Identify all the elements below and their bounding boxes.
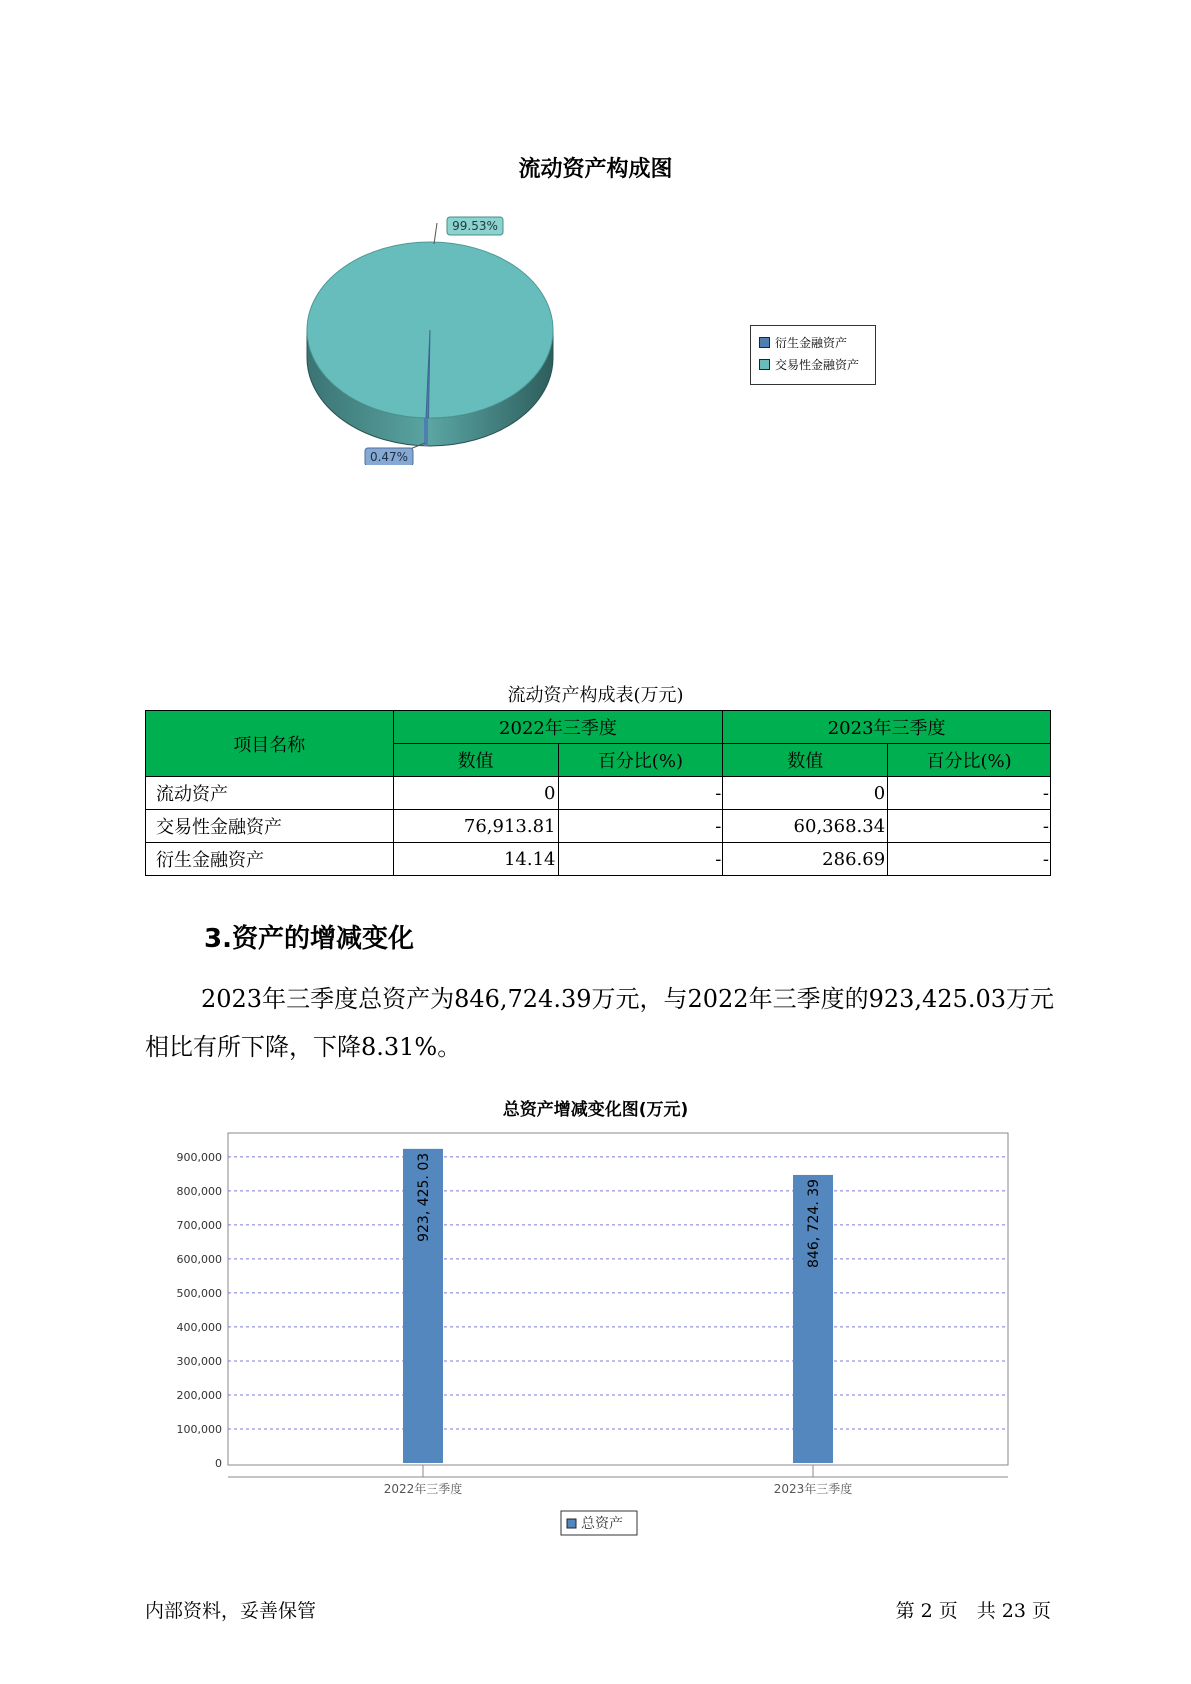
row-percent-2022: - xyxy=(558,810,723,843)
pie-chart-title: 流动资产构成图 xyxy=(518,157,673,182)
row-percent-2022: - xyxy=(558,843,723,876)
header-period-2022: 2022年三季度 xyxy=(393,711,723,744)
y-tick-label: 700,000 xyxy=(176,1218,222,1232)
current-assets-table xyxy=(145,710,1051,876)
legend-label: 交易性金融资产 xyxy=(775,357,860,372)
bar-legend-label: 总资产 xyxy=(581,1516,623,1532)
y-tick-label: 900,000 xyxy=(176,1150,222,1164)
row-value-2023: 286.69 xyxy=(723,843,888,876)
table-caption: 流动资产构成表(万元) xyxy=(507,685,684,706)
section-paragraph: 2023年三季度总资产为846,724.39万元，与2022年三季度的923,425.03万元相比有所下降，下降8.31%。 xyxy=(145,985,1054,1061)
plot-area xyxy=(228,1133,1008,1465)
pie-label-large: 99.53% xyxy=(452,219,498,233)
y-tick-label: 200,000 xyxy=(176,1388,222,1402)
pie-label-leader-large xyxy=(434,223,437,244)
section-heading: 3.资产的增减变化 xyxy=(204,924,414,954)
x-tick-label: 2023年三季度 xyxy=(773,1482,853,1496)
y-tick-label: 400,000 xyxy=(176,1320,222,1334)
y-tick-label: 100,000 xyxy=(176,1422,222,1436)
pie-legend-item xyxy=(751,332,875,352)
pie-legend xyxy=(750,325,876,385)
x-axis-ticks xyxy=(384,1465,853,1496)
table-row xyxy=(146,843,1051,876)
pie-label-small: 0.47% xyxy=(369,450,409,464)
bar-chart xyxy=(150,1125,1020,1545)
row-percent-2023: - xyxy=(888,810,1051,843)
footer-confidential-note: 内部资料，妥善保管 xyxy=(145,1600,317,1622)
legend-swatch-derivative xyxy=(759,337,770,348)
row-name: 交易性金融资产 xyxy=(146,810,394,843)
row-percent-2023: - xyxy=(888,777,1051,810)
row-name: 衍生金融资产 xyxy=(146,843,394,876)
x-tick-label: 2022年三季度 xyxy=(383,1482,463,1496)
row-value-2022: 0 xyxy=(393,777,558,810)
bar-legend xyxy=(561,1511,637,1535)
row-name: 流动资产 xyxy=(146,777,394,810)
bar-legend-swatch xyxy=(567,1519,576,1528)
row-percent-2022: - xyxy=(558,777,723,810)
header-value: 数值 xyxy=(723,744,888,777)
y-tick-label: 800,000 xyxy=(176,1184,222,1198)
legend-label: 衍生金融资产 xyxy=(775,335,848,350)
y-tick-label: 0 xyxy=(215,1457,222,1470)
row-value-2023: 60,368.34 xyxy=(723,810,888,843)
bar-data-label: 923, 425. 03 xyxy=(416,1152,432,1242)
row-percent-2023: - xyxy=(888,843,1051,876)
row-value-2023: 0 xyxy=(723,777,888,810)
header-value: 数值 xyxy=(393,744,558,777)
y-tick-label: 300,000 xyxy=(176,1354,222,1368)
pie-chart xyxy=(290,205,590,465)
pie-slice-derivative-side xyxy=(424,418,428,446)
bar-chart-title: 总资产增减变化图(万元) xyxy=(502,1100,689,1120)
y-tick-label: 600,000 xyxy=(176,1252,222,1266)
legend-swatch-trading xyxy=(759,359,770,370)
row-value-2022: 76,913.81 xyxy=(393,810,558,843)
row-value-2022: 14.14 xyxy=(393,843,558,876)
header-item-name: 项目名称 xyxy=(146,711,394,777)
header-period-2023: 2023年三季度 xyxy=(723,711,1051,744)
footer-page-number: 第 2 页 共 23 页 xyxy=(895,1600,1051,1622)
bar-data-label: 846, 724. 39 xyxy=(806,1178,822,1269)
table-row xyxy=(146,810,1051,843)
y-axis-ticks xyxy=(177,1151,223,1470)
pie-legend-item xyxy=(751,354,875,374)
y-tick-label: 500,000 xyxy=(176,1286,222,1300)
header-percent: 百分比(%) xyxy=(888,744,1051,777)
table-row xyxy=(146,777,1051,810)
header-percent: 百分比(%) xyxy=(558,744,723,777)
